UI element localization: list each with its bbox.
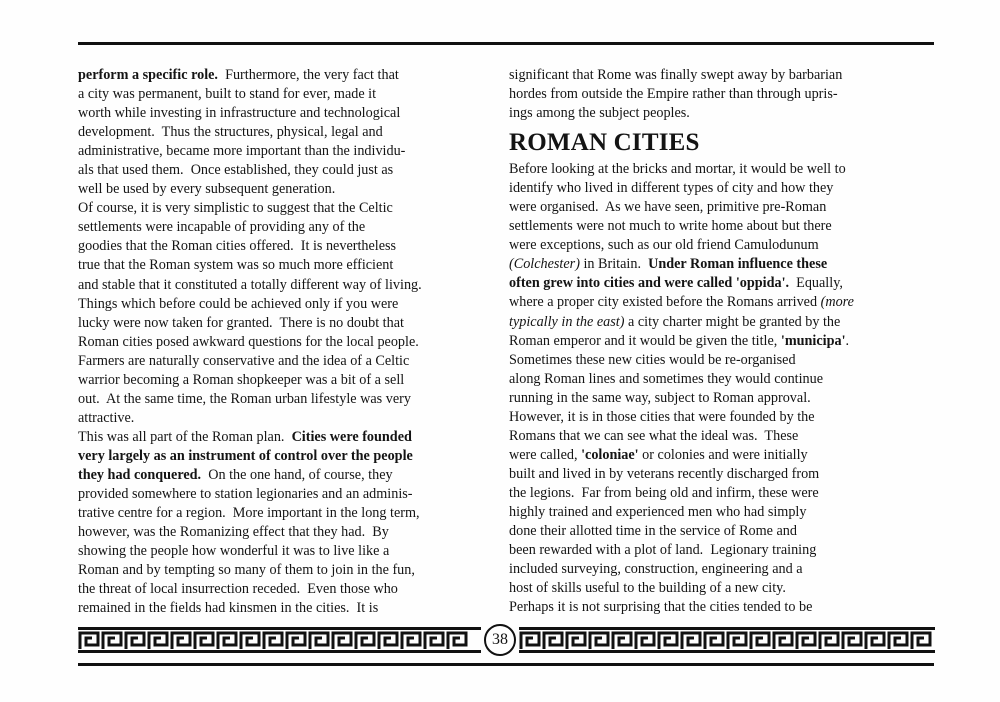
meander-motif [613,633,631,649]
text-line [509,598,933,617]
text-line [78,561,508,580]
text-run: highly trained and experienced men who had simply [509,503,807,520]
text-line [509,198,933,217]
text-run: Equally, [789,275,843,292]
text-run: On the one hand, of course, they [201,466,393,483]
text-line [509,465,933,484]
text-run: worth while investing in infrastructure and technological [78,105,401,122]
text-line [78,409,508,428]
meander-motif [310,633,328,649]
meander-motif [241,633,259,649]
text-line [509,160,933,179]
text-run: Before looking at the bricks and mortar, it would be well to [509,161,846,178]
text-run: done their allotted time in the service of Rome and [509,523,797,540]
text-run: goodies that the Roman cities offered. It is nevertheless [78,238,397,255]
text-line [509,522,933,541]
text-line [78,85,508,104]
text-line [509,293,933,312]
text-line [78,485,508,504]
text-run: significant that Rome was finally swept away by barbarian [509,67,843,83]
bold-text: Cities were founded [291,428,412,445]
text-run: along Roman lines and sometimes they would continue [509,370,824,387]
text-line [78,123,508,142]
bold-text: Under Roman influence these [648,256,828,273]
bold-text: perform a specific role. [78,67,218,83]
text-line [78,428,508,447]
text-line [78,314,508,333]
text-run: . [845,332,850,349]
meander-motif [590,633,608,649]
text-run: Roman cities posed awkward questions for the local people. [78,333,419,350]
text-run: a city charter might be granted by the [624,313,841,330]
text-line [509,179,933,198]
right-column-body-text [509,160,933,617]
text-run: provided somewhere to station legionaries and an adminis- [78,486,413,503]
meander-motif [728,633,746,649]
text-line [78,180,508,199]
bottom-rule [78,663,934,666]
meander-motif [659,633,677,649]
top-rule [78,42,934,45]
text-line [509,274,933,293]
text-run: Roman emperor and it would be given the title, [509,332,781,349]
bold-text: they had conquered. [78,466,202,483]
text-run: attractive. [78,409,135,426]
text-run: Perhaps it is not surprising that the cities tended to be [509,599,813,616]
text-line [509,85,933,104]
text-run: Romans that we can see what the ideal was. These [509,427,799,444]
text-run: Farmers are naturally conservative and the idea of a Celtic [78,352,410,369]
text-line [509,313,933,332]
text-line [78,580,508,599]
border-line [519,650,935,653]
border-line [519,627,935,630]
text-line [509,503,933,522]
text-run: were called, [509,446,582,463]
italic-text: typically in the east) [509,313,625,330]
meander-motif [287,633,305,649]
text-line [509,446,933,465]
text-run: or colonies and were initially [638,446,808,463]
meander-motif [195,633,213,649]
meander-motif [567,633,585,649]
meander-motif [379,633,397,649]
meander-motif [80,633,98,649]
meander-motif [797,633,815,649]
text-line [78,599,508,618]
text-line [509,66,933,85]
meander-motif [774,633,792,649]
text-run: ings among the subject peoples. [509,105,690,122]
meander-motif [636,633,654,649]
text-line [78,333,508,352]
meander-motif [218,633,236,649]
text-run: however, was the Romanizing effect that they had. By [78,524,389,541]
right-column-intro-text [509,66,933,123]
text-line [78,256,508,275]
text-line [78,371,508,390]
text-line [78,218,508,237]
bold-text: 'coloniae' [581,446,639,463]
text-run: Sometimes these new cities would be re-organised [509,351,796,368]
text-run: built and lived in by veterans recently discharged from [509,465,820,482]
text-run: were organised. As we have seen, primitive pre-Roman [509,199,827,216]
text-run: host of skills useful to the building of a new city. [509,580,786,597]
border-line [78,650,481,653]
meander-motif [843,633,861,649]
text-run: identify who lived in different types of city and how they [509,180,834,197]
section-heading: ROMAN CITIES [509,129,700,157]
bold-text: very largely as an instrument of control over the people [78,447,413,464]
text-line [78,352,508,371]
left-column [78,66,508,618]
greek-key-border-left [78,623,481,657]
text-line [78,447,508,466]
meander-motif [402,633,420,649]
text-run: running in the same way, subject to Roman approval. [509,389,811,406]
text-run: and stable that it constituted a totally different way of living. [78,276,422,293]
text-line [509,484,933,503]
text-run: development. Thus the structures, physical, legal and [78,124,383,141]
text-run: included surveying, construction, engineering and a [509,561,803,578]
text-line [78,104,508,123]
meander-motif [126,633,144,649]
text-run: true that the Roman system was so much more efficient [78,257,394,274]
text-run: been rewarded with a plot of land. Legionary training [509,542,817,559]
text-line [78,142,508,161]
text-line [509,560,933,579]
text-line [78,390,508,409]
meander-motif [912,633,930,649]
meander-motif [820,633,838,649]
text-run: settlements were incapable of providing any of the [78,219,366,236]
text-line [509,104,933,123]
text-line [509,541,933,560]
bold-text: 'municipa' [780,332,846,349]
meander-motif [103,633,121,649]
meander-motif [264,633,282,649]
meander-motif [751,633,769,649]
text-run: Things which before could be achieved only if you were [78,295,399,312]
text-line [509,389,933,408]
text-run: were exceptions, such as our old friend Camulodunum [509,237,819,254]
text-line [78,542,508,561]
text-run: a city was permanent, built to stand for ever, made it [78,86,377,103]
text-run: This was all part of the Roman plan. [78,428,292,445]
text-run: warrior becoming a Roman shopkeeper was a bit of a sell [78,371,405,388]
text-run: als that used them. Once established, they could just as [78,162,394,179]
meander-motif [149,633,167,649]
text-run: the legions. Far from being old and infirm, these were [509,484,819,501]
text-line [509,217,933,236]
meander-motif [889,633,907,649]
meander-motif [682,633,700,649]
meander-motif [356,633,374,649]
right-column [509,66,933,617]
text-run: out. At the same time, the Roman urban lifestyle was very [78,390,411,407]
italic-text: (more [820,294,854,311]
text-line [78,66,508,85]
meander-motif [425,633,443,649]
page-number: 38 [484,624,516,656]
left-column-text [78,66,508,618]
text-run: Of course, it is very simplistic to suggest that the Celtic [78,200,393,217]
meander-motif [705,633,723,649]
text-line [509,351,933,370]
text-line [509,579,933,598]
meander-motif [866,633,884,649]
meander-motif [448,633,466,649]
text-run: where a proper city existed before the Romans arrived [509,294,821,311]
text-line [78,295,508,314]
text-line [509,408,933,427]
meander-motif [544,633,562,649]
meander-motif [333,633,351,649]
text-run: well be used by every subsequent generation. [78,181,336,198]
bold-text: often grew into cities and were called 'oppida'. [509,275,790,292]
text-run: remained in the fields had kinsmen in the cities. It is [78,600,379,617]
text-run: Roman and by tempting so many of them to join in the fun, [78,562,415,579]
border-line [78,627,481,630]
text-run: trative centre for a region. More important in the long term, [78,505,420,522]
text-line [78,161,508,180]
text-line [509,370,933,389]
text-line [78,199,508,218]
italic-text: (Colchester) [509,256,580,273]
text-run: Furthermore, the very fact that [217,67,399,83]
text-run: lucky were now taken for granted. There is no doubt that [78,314,404,331]
text-run: settlements were not much to write home about but there [509,218,832,235]
text-line [78,237,508,256]
text-line [509,236,933,255]
text-line [78,523,508,542]
text-run: the threat of local insurrection receded. Even those who [78,581,398,598]
text-line [509,332,933,351]
text-run: However, it is in those cities that were founded by the [509,408,815,425]
text-line [78,466,508,485]
meander-motif [172,633,190,649]
greek-key-border-right [519,623,935,657]
text-run: showing the people how wonderful it was to live like a [78,543,390,560]
text-run: hordes from outside the Empire rather than through upris- [509,86,838,103]
text-run: administrative, became more important than the individu- [78,143,406,160]
text-line [509,427,933,446]
text-line [509,255,933,274]
meander-motif [521,633,539,649]
text-line [78,276,508,295]
text-line [78,504,508,523]
text-run: in Britain. [579,256,649,273]
